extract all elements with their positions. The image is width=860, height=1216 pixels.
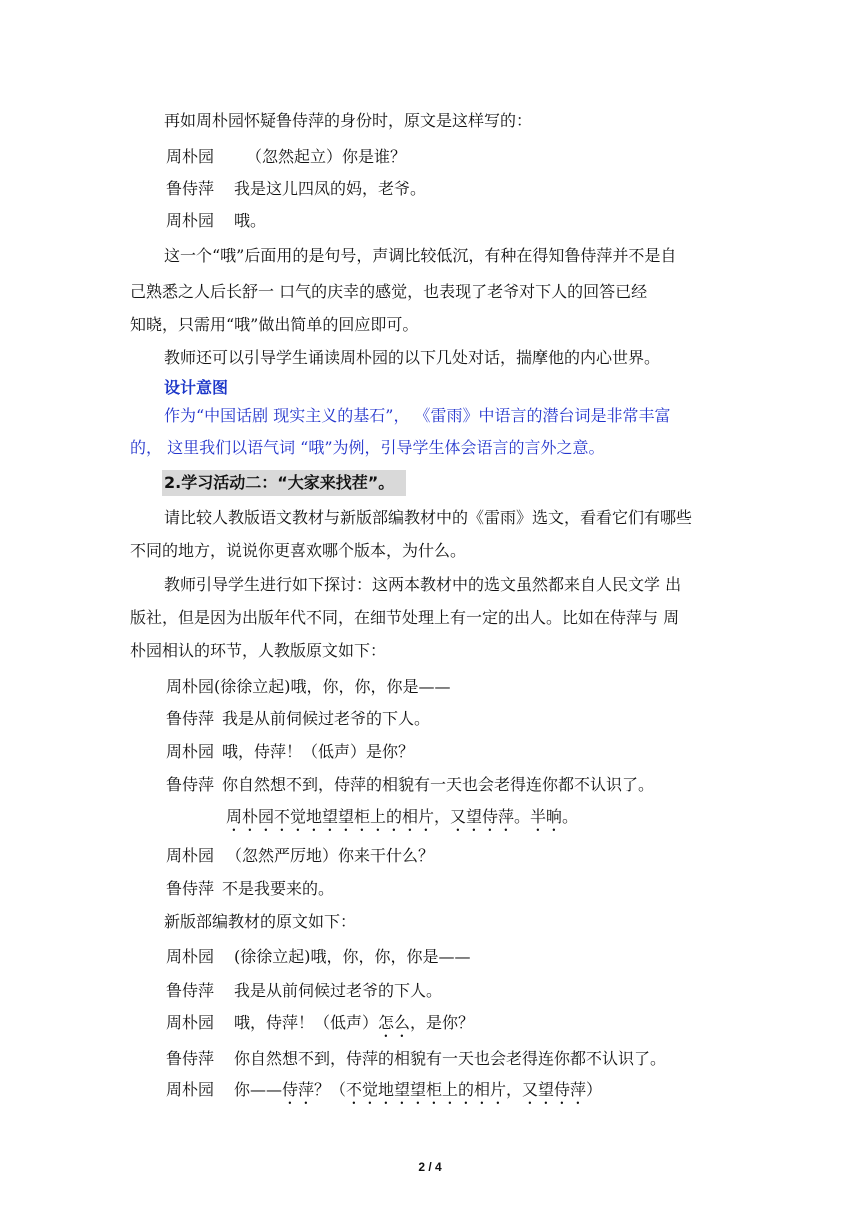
dialog1-line: [166, 146, 406, 168]
dialog-new-line: [166, 946, 471, 968]
dialog-text: （忽然起立）你是谁？: [246, 147, 407, 166]
dialog-text: 不是我要来的。: [222, 879, 335, 898]
analysis-line: 己熟悉之人后长舒一 口气的庆幸的感觉，也表现了老爷对下人的回答已经: [130, 282, 648, 301]
dialog-text: 哦，侍萍！（低声）: [234, 1013, 379, 1032]
paragraph-intro: 再如周朴园怀疑鲁侍萍的身份时，原文是这样写的：: [164, 111, 533, 130]
design-intent-line: 作为“中国话剧 现实主义的基石”， 《雷雨》中语言的潜台词是非常丰富: [164, 406, 671, 425]
speaker: 周朴园: [166, 947, 215, 966]
dialog-new-line: [166, 1012, 474, 1041]
speaker: 鲁侍萍: [166, 709, 215, 728]
dialog1-line: [166, 178, 426, 200]
dialog-new-line: [166, 1079, 602, 1108]
speaker: 鲁侍萍: [166, 179, 215, 198]
dialog-text: 哦，侍萍！（低声）是你？: [222, 742, 415, 761]
dialog-text: （忽然严厉地）你来干什么？: [226, 846, 435, 865]
teacher-note: 教师还可以引导学生诵读周朴园的以下几处对话，揣摩他的内心世界。: [164, 348, 661, 367]
activity2-heading: [162, 470, 406, 496]
activity2-guide-line: 朴园相认的环节，人教版原文如下：: [130, 641, 387, 660]
dialog-old-line: [166, 878, 334, 900]
dialog-text: 我是从前伺候过老爷的下人。: [222, 709, 431, 728]
dialog-old-line: [166, 845, 434, 867]
speaker: 周朴园: [166, 677, 215, 696]
dialog-old-line: [166, 676, 451, 698]
speaker: 周朴园: [166, 1013, 215, 1032]
dialog-text: (徐徐立起)哦，你，你，你是——: [234, 947, 471, 966]
dialog-new-line: [166, 980, 442, 1002]
page-number: 2 / 4: [418, 1160, 442, 1174]
speaker: 鲁侍萍: [166, 1049, 215, 1068]
dialog-text: 你自然想不到，侍萍的相貌有一天也会老得连你都不认识了。: [222, 775, 655, 794]
activity2-title: 2.学习活动二：“大家来找茬”。: [164, 473, 395, 492]
dialog-text: 我是这儿四凤的妈，老爷。: [234, 179, 427, 198]
dialog-text: 你——: [234, 1080, 283, 1099]
activity2-guide-line: 版社，但是因为出版年代不同，在细节处理上有一定的出人。比如在侍萍与 周: [130, 608, 680, 627]
dialog1-line: [166, 210, 266, 232]
dialog-old-line: [166, 741, 414, 763]
activity2-guide-line: 教师引导学生进行如下探讨：这两本教材中的选文虽然都来自人民文学 出: [164, 575, 682, 594]
design-intent-title: 设计意图: [164, 378, 229, 397]
stage-direction-old: 周朴园不觉地望望柜上的相片，又望侍萍。半晌。: [226, 807, 579, 826]
speaker: 鲁侍萍: [166, 775, 215, 794]
dialog-old-line: [166, 774, 654, 796]
dialog-text: 哦。: [234, 211, 267, 230]
emphasis-text: 侍萍？（不觉地望望柜上的相片，又望侍萍）: [282, 1080, 603, 1099]
activity2-prompt-line: 请比较人教版语文教材与新版部编教材中的《雷雨》选文，看看它们有哪些: [164, 508, 693, 527]
dialog-text: 我是从前伺候过老爷的下人。: [234, 981, 443, 1000]
emphasis-text: 怎么: [378, 1013, 411, 1032]
dialog-old-line: [166, 708, 430, 730]
analysis-line: 这一个“哦”后面用的是句号，声调比较低沉，有种在得知鲁侍萍并不是自: [164, 246, 677, 265]
new-version-intro: 新版部编教材的原文如下：: [164, 912, 357, 931]
activity2-prompt-line: 不同的地方，说说你更喜欢哪个版本，为什么。: [130, 541, 467, 560]
dialog-text: ，是你？: [410, 1013, 475, 1032]
dialog-text: 你自然想不到，侍萍的相貌有一天也会老得连你都不认识了。: [234, 1049, 667, 1068]
analysis-line: 知晓，只需用“哦”做出简单的回应即可。: [130, 315, 419, 334]
speaker: 周朴园: [166, 211, 215, 230]
speaker: 鲁侍萍: [166, 981, 215, 1000]
speaker: 鲁侍萍: [166, 879, 215, 898]
speaker: 周朴园: [166, 846, 215, 865]
dialog-text: (徐徐立起)哦，你，你，你是——: [214, 677, 451, 696]
design-intent-line: 的， 这里我们以语气词 “哦”为例，引导学生体会语言的言外之意。: [130, 438, 605, 457]
speaker: 周朴园: [166, 147, 215, 166]
speaker: 周朴园: [166, 1080, 215, 1099]
dialog-new-line: [166, 1048, 666, 1070]
speaker: 周朴园: [166, 742, 215, 761]
